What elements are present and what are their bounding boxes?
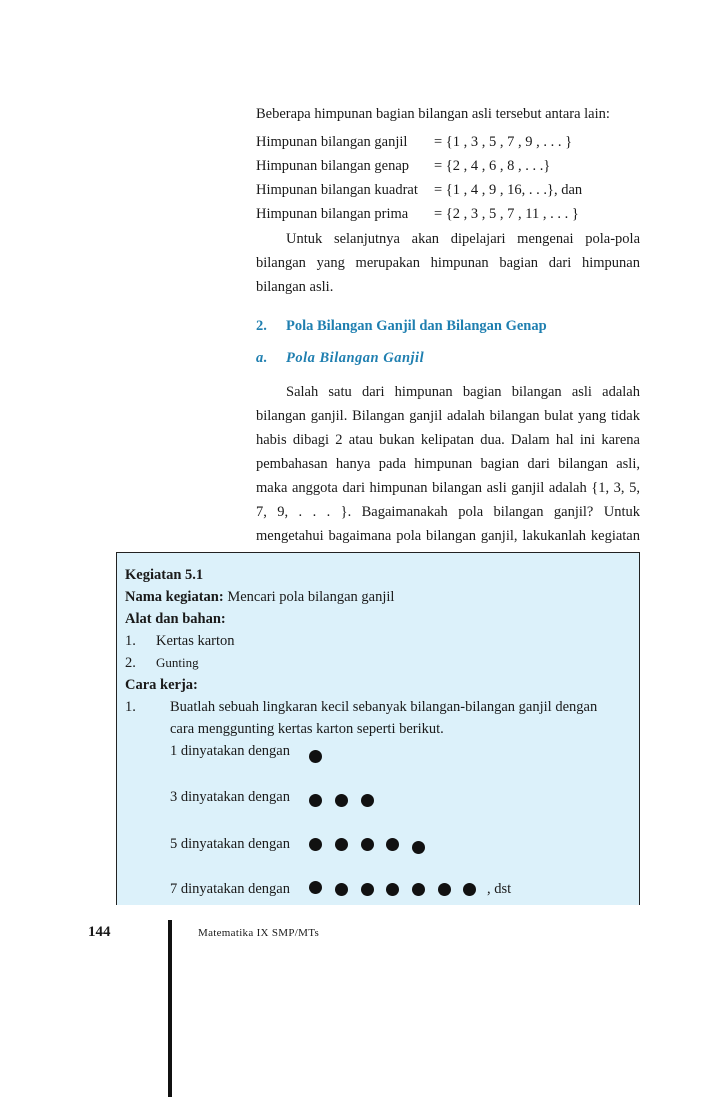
dot <box>386 838 399 851</box>
set-value: = {2 , 3 , 5 , 7 , 11 , . . . } <box>434 206 579 222</box>
tool-item <box>125 633 235 650</box>
dot-row-suffix: , dst <box>487 881 512 897</box>
dot <box>412 841 425 854</box>
set-label: Himpunan bilangan ganjil <box>256 134 408 150</box>
dot <box>361 838 374 851</box>
dot <box>335 794 348 807</box>
dot <box>438 883 451 896</box>
set-value: = {1 , 4 , 9 , 16, . . .}, dan <box>434 182 583 198</box>
activity-box <box>116 552 640 905</box>
activity-name <box>125 589 394 606</box>
dot <box>361 794 374 807</box>
footer-divider <box>168 920 172 1097</box>
book-title: Matematika IX SMP/MTs <box>198 927 320 939</box>
set-value: = {1 , 3 , 5 , 7 , 9 , . . . } <box>434 134 573 150</box>
set-label: Himpunan bilangan prima <box>256 206 409 222</box>
dot <box>309 881 322 894</box>
dot <box>412 883 425 896</box>
dot <box>361 883 374 896</box>
paragraph-2: Salah satu dari himpunan bagian bilangan asli adalah bilangan ganjil. Bilangan ganjil adalah bilangan bulat yang tidak habis dibagi 2 atau bukan kelipatan dua. Dalam hal ini karena pembahasan hanya pada himpunan bagian dari bilangan asli, maka anggota dari himpunan bilangan asli ganjil adalah {1, 3, 5, 7, 9, . . . }. Bagaimanakah pola bilangan ganjil? Untuk mengetahui bagaimana pola bilangan ganjil, lakukanlah kegiatan <box>256 384 640 544</box>
tool-number: 1. <box>125 633 136 649</box>
activity-name-value: Mencari pola bilangan ganjil <box>223 589 395 605</box>
subsection-title: Pola Bilangan Ganjil <box>286 350 425 366</box>
dot <box>335 883 348 896</box>
dot <box>309 838 322 851</box>
step-line: Buatlah sebuah lingkaran kecil sebanyak bilangan-bilangan ganjil dengan <box>170 699 598 715</box>
step-number: 1. <box>125 699 136 715</box>
step-item <box>125 699 598 716</box>
activity-name-label: Nama kegiatan: <box>125 589 224 605</box>
dot <box>463 883 476 896</box>
section-heading <box>256 318 547 335</box>
dot-row-label: 5 dinyatakan dengan <box>170 836 290 852</box>
dot <box>335 838 348 851</box>
section-number: 2. <box>256 318 267 334</box>
subsection-heading <box>256 350 425 367</box>
set-value: = {2 , 4 , 6 , 8 , . . .} <box>434 158 551 174</box>
set-label: Himpunan bilangan kuadrat <box>256 182 418 198</box>
tools-label: Alat dan bahan: <box>125 611 226 627</box>
paragraph-1: Untuk selanjutnya akan dipelajari mengenai pola-pola bilangan yang merupakan himpunan bagian dari himpunan bilangan asli. <box>256 231 640 295</box>
activity-title: Kegiatan 5.1 <box>125 567 204 583</box>
dot-row-label: 1 dinyatakan dengan <box>170 743 290 759</box>
tool-text: Gunting <box>156 655 199 670</box>
dot-row-label: 3 dinyatakan dengan <box>170 789 290 805</box>
dot-row-label: 7 dinyatakan dengan <box>170 881 290 897</box>
tool-number: 2. <box>125 655 136 671</box>
dot <box>309 750 322 763</box>
tool-item <box>125 655 199 672</box>
set-label: Himpunan bilangan genap <box>256 158 410 174</box>
dot <box>309 794 322 807</box>
subsection-letter: a. <box>256 350 268 366</box>
intro-text: Beberapa himpunan bagian bilangan asli tersebut antara lain: <box>256 106 610 122</box>
steps-label: Cara kerja: <box>125 677 198 693</box>
step-line: cara menggunting kertas karton seperti berikut. <box>170 721 444 737</box>
page-number: 144 <box>88 924 111 940</box>
dot <box>386 883 399 896</box>
tool-text: Kertas karton <box>156 633 235 649</box>
section-title: Pola Bilangan Ganjil dan Bilangan Genap <box>286 318 547 334</box>
